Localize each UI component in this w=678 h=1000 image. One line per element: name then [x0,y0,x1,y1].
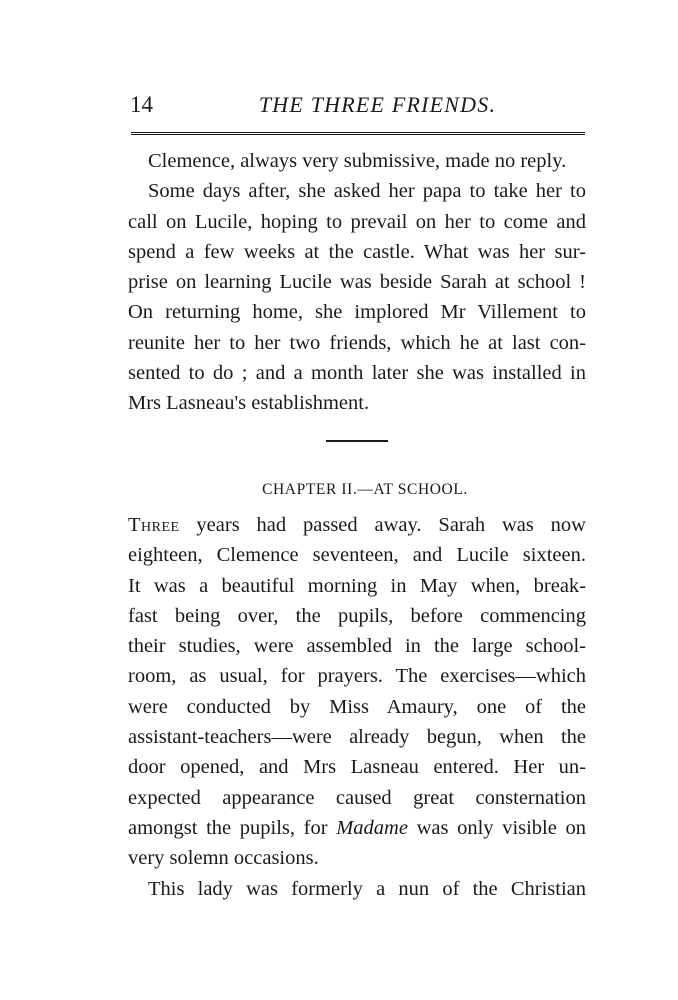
text-line: door opened, and Mrs Lasneau entered. Her un- [128,756,586,779]
chapter-heading: CHAPTER II.—AT SCHOOL. [262,481,468,498]
text-line: were conducted by Miss Amaury, one of the [128,695,586,718]
text-line: prise on learning Lucile was beside Sarah at school ! [128,271,586,294]
text-line: call on Lucile, hoping to prevail on her to come and [128,210,586,233]
paragraph-4 [128,874,586,904]
paragraph-1 [128,146,586,176]
text-line: This lady was formerly a nun of the Christian [148,877,586,900]
text-fragment: amongst the pupils, for [128,816,337,839]
text-line: sented to do ; and a month later she was installed in [128,362,586,385]
text-line: fast being over, the pupils, before commencing [128,604,586,627]
paragraph-3 [128,510,586,874]
text-fragment: was only visible on [407,816,586,839]
text-line: It was a beautiful morning in May when, break- [128,574,586,597]
text-line: Clemence, always very submissive, made no reply. [148,150,567,172]
text-line: assistant-teachers—were already begun, when the [128,726,586,749]
text-line: Some days after, she asked her papa to take her to [148,180,586,203]
text-line [128,813,586,843]
text-fragment: years had passed away. Sarah was now [179,514,586,536]
text-line [128,510,586,540]
first-word-smallcaps: Three [128,514,180,536]
section-1-text [128,146,586,419]
running-title: THE THREE FRIENDS. [258,92,497,117]
italic-word: Madame [336,816,408,839]
text-line: Mrs Lasneau's establishment. [128,392,370,415]
running-head [130,90,585,122]
header-rule [131,132,585,135]
text-line: room, as usual, for prayers. The exercises—which [128,665,586,688]
section-divider [326,440,388,442]
text-line: reunite her to her two friends, which he at last con- [128,331,586,354]
text-line: eighteen, Clemence seventeen, and Lucile sixteen. [128,544,586,567]
text-line: their studies, were assembled in the large school- [128,635,586,658]
text-line: On returning home, she implored Mr Villement to [128,301,586,324]
text-line: expected appearance caused great consternation [128,786,586,809]
paragraph-2 [128,176,586,418]
page-number: 14 [130,92,153,117]
text-line: very solemn occasions. [128,847,319,870]
text-line: spend a few weeks at the castle. What was her sur- [128,240,586,263]
section-2-text [128,510,586,904]
